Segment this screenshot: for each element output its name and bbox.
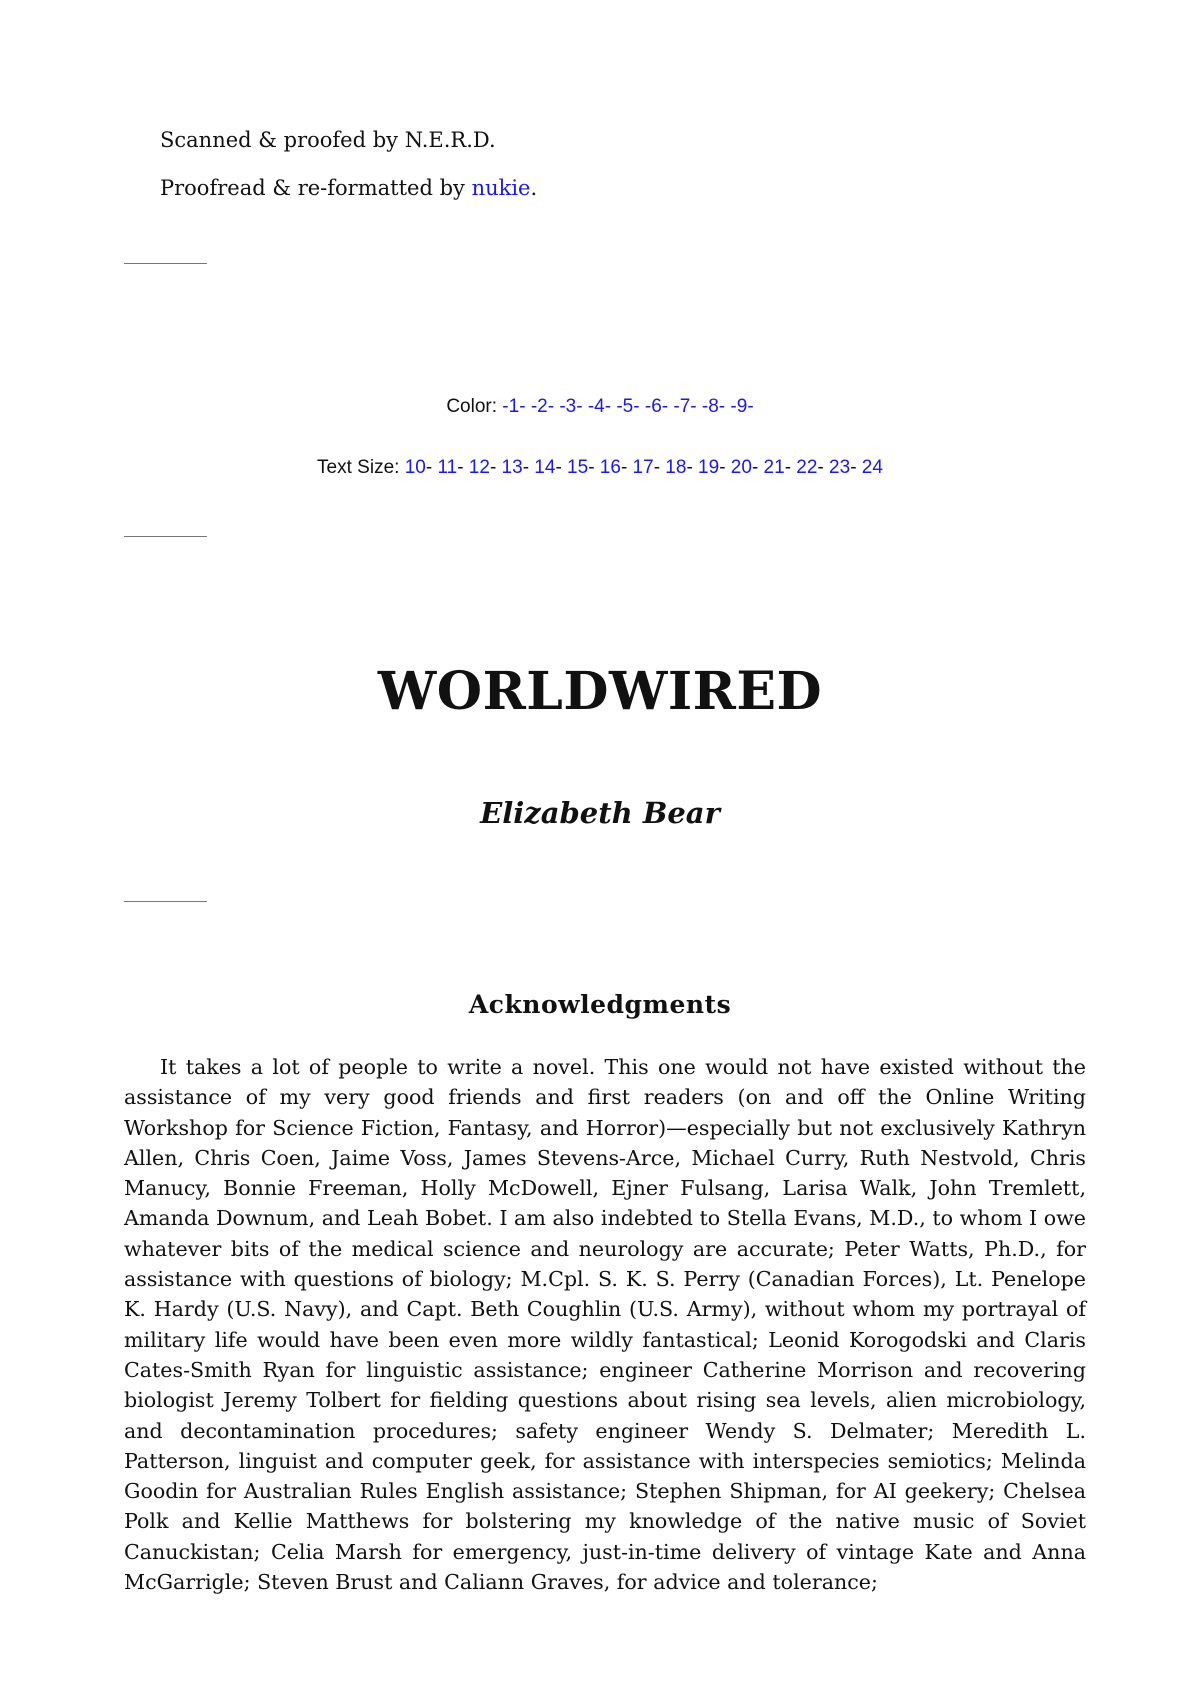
- color-option-link[interactable]: -9-: [730, 396, 754, 417]
- color-option-link[interactable]: -4-: [587, 396, 612, 417]
- text-size-separator: -: [588, 457, 600, 478]
- text-size-label: Text Size:: [317, 457, 400, 478]
- text-size-option-link[interactable]: 16: [599, 457, 621, 478]
- text-size-separator: -: [489, 457, 502, 478]
- color-option-link[interactable]: -7-: [673, 396, 697, 417]
- divider: [124, 263, 207, 264]
- text-size-separator: -: [719, 457, 731, 478]
- text-size-separator: -: [555, 457, 568, 478]
- text-size-option-link[interactable]: 15: [567, 457, 589, 478]
- color-option-link[interactable]: -6-: [644, 396, 669, 417]
- color-option-link[interactable]: -8-: [701, 396, 726, 417]
- text-size-option-link[interactable]: 10: [404, 457, 426, 478]
- text-size-options: [405, 457, 883, 478]
- text-size-separator: -: [653, 457, 666, 478]
- scanned-credit: Scanned & proofed by N.E.R.D.: [160, 128, 496, 152]
- text-size-separator: -: [425, 457, 438, 478]
- color-option-link[interactable]: -1-: [502, 396, 526, 417]
- acknowledgments-heading: Acknowledgments: [468, 990, 732, 1019]
- book-title: WORLDWIRED: [377, 661, 823, 722]
- text-size-option-link[interactable]: 24: [861, 457, 883, 478]
- divider: [124, 901, 207, 902]
- text-size-separator: -: [751, 457, 764, 478]
- proofread-credit: [160, 174, 537, 202]
- proofread-credit-prefix: Proofread & re-formatted by: [160, 176, 472, 200]
- color-option-link[interactable]: -3-: [559, 396, 583, 417]
- text-size-separator: -: [817, 457, 830, 478]
- text-size-option-link[interactable]: 21: [763, 457, 785, 478]
- nukie-link[interactable]: nukie: [471, 176, 531, 200]
- text-size-separator: -: [850, 457, 862, 478]
- acknowledgments-paragraph: It takes a lot of people to write a novel. This one would not have existed without the assistance of my very good friends and first readers (on and off the Online Writing Workshop for Science Fiction, Fantasy, and Horror)—especially but not exclusively Kathryn Allen, Chris Coen, Jaime Voss, James Stevens-Arce, Michael Curry, Ruth Nestvold, Chris Manucy, Bonnie Freeman, Holly McDowell, Ejner Fulsang, Larisa Walk, John Tremlett, Amanda Downum, and Leah Bobet. I am also indebted to Stella Evans, M.D., to whom I owe whatever bits of the medical science and neurology are accurate; Peter Watts, Ph.D., for assistance with questions of biology; M.Cpl. S. K. S. Perry (Canadian Forces), Lt. Penelope K. Hardy (U.S. Navy), and Capt. Beth Coughlin (U.S. Army), without whom my portrayal of military life would have been even more wildly fantastical; Leonid Korogodski and Claris Cates-Smith Ryan for linguistic assistance; engineer Catherine Morrison and recovering biologist Jeremy Tolbert for fielding questions about rising sea levels, alien microbiology, and decontamination procedures; safety engineer Wendy S. Delmater; Meredith L. Patterson, linguist and computer geek, for assistance with interspecies semiotics; Melinda Goodin for Australian Rules English assistance; Stephen Shipman, for AI geekery; Chelsea Polk and Kellie Matthews for bolstering my knowledge of the native music of Soviet Canuckistan; Celia Marsh for emergency, just-in-time delivery of vintage Kate and Anna McGarrigle; Steven Brust and Caliann Graves, for advice and tolerance;: [124, 1055, 1086, 1595]
- text-size-option-link[interactable]: 23: [829, 457, 851, 478]
- text-size-selector: [0, 455, 1200, 481]
- text-size-option-link[interactable]: 14: [534, 457, 556, 478]
- text-size-separator: -: [522, 457, 535, 478]
- text-size-option-link[interactable]: 20: [730, 457, 752, 478]
- text-size-separator: -: [457, 457, 469, 478]
- text-size-option-link[interactable]: 17: [632, 457, 654, 478]
- text-size-separator: -: [784, 457, 797, 478]
- color-options: [502, 396, 753, 417]
- color-option-link[interactable]: -5-: [616, 396, 640, 417]
- text-size-option-link[interactable]: 12: [468, 457, 490, 478]
- text-size-separator: -: [686, 457, 699, 478]
- proofread-credit-suffix: .: [530, 176, 538, 200]
- text-size-separator: -: [620, 457, 633, 478]
- color-option-link[interactable]: -2-: [530, 396, 555, 417]
- text-size-option-link[interactable]: 18: [665, 457, 687, 478]
- text-size-option-link[interactable]: 13: [501, 457, 523, 478]
- color-selector: [0, 394, 1200, 420]
- book-author: Elizabeth Bear: [480, 796, 720, 830]
- text-size-option-link[interactable]: 11: [437, 457, 458, 478]
- text-size-option-link[interactable]: 19: [698, 457, 720, 478]
- divider: [124, 536, 207, 537]
- color-label: Color:: [446, 396, 498, 417]
- text-size-option-link[interactable]: 22: [796, 457, 818, 478]
